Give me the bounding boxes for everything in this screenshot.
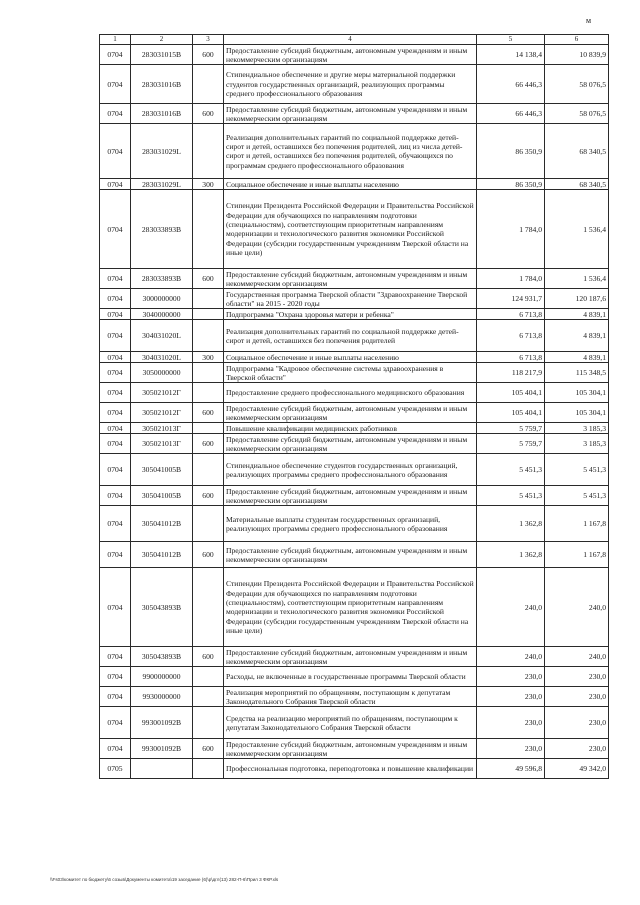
amount-cell: 4 839,1 — [545, 309, 609, 320]
target-article-cell: 304031020L — [131, 320, 193, 352]
section-code-cell: 0704 — [100, 403, 131, 423]
amount-cell: 4 839,1 — [545, 352, 609, 363]
target-article-cell: 304031020L — [131, 352, 193, 363]
target-article-cell: 9900000000 — [131, 667, 193, 687]
amount-cell: 240,0 — [477, 647, 545, 667]
amount-cell: 1 362,8 — [477, 506, 545, 542]
amount-cell: 5 759,7 — [477, 423, 545, 434]
amount-cell: 58 076,5 — [545, 104, 609, 124]
section-code-cell: 0704 — [100, 454, 131, 486]
target-article-cell: 283033893В — [131, 269, 193, 289]
amount-cell: 230,0 — [545, 707, 609, 739]
section-code-cell: 0704 — [100, 687, 131, 707]
section-code-cell: 0704 — [100, 486, 131, 506]
amount-cell: 6 713,8 — [477, 309, 545, 320]
description-cell: Реализация дополнительных гарантий по социальной поддержке детей-сирот и детей, оставшихся без попечения родителей — [224, 320, 477, 352]
section-code-cell: 0704 — [100, 423, 131, 434]
amount-cell: 10 839,9 — [545, 45, 609, 65]
section-code-cell: 0704 — [100, 506, 131, 542]
section-code-cell: 0704 — [100, 269, 131, 289]
amount-cell: 124 931,7 — [477, 289, 545, 309]
section-code-cell: 0704 — [100, 320, 131, 352]
expense-type-cell — [193, 687, 224, 707]
target-article-cell: 9930000000 — [131, 687, 193, 707]
amount-cell: 240,0 — [477, 568, 545, 647]
expense-type-cell — [193, 309, 224, 320]
amount-cell: 6 713,8 — [477, 352, 545, 363]
description-cell: Предоставление среднего профессионального медицинского образования — [224, 383, 477, 403]
amount-cell: 3 185,3 — [545, 423, 609, 434]
amount-cell: 240,0 — [545, 647, 609, 667]
expense-type-cell — [193, 363, 224, 383]
table-row — [100, 45, 609, 65]
amount-cell: 1 362,8 — [477, 542, 545, 568]
expense-type-cell: 600 — [193, 486, 224, 506]
expense-type-cell — [193, 190, 224, 269]
amount-cell: 105 404,1 — [477, 383, 545, 403]
description-cell: Профессиональная подготовка, переподготовка и повышение квалификации — [224, 759, 477, 779]
amount-cell: 5 451,3 — [545, 454, 609, 486]
table-row — [100, 506, 609, 542]
amount-cell: 1 784,0 — [477, 190, 545, 269]
description-cell: Социальное обеспечение и иные выплаты населению — [224, 352, 477, 363]
amount-cell: 230,0 — [477, 667, 545, 687]
expense-type-cell — [193, 759, 224, 779]
description-cell: Предоставление субсидий бюджетным, автономным учреждениям и иным некоммерческим организациям — [224, 739, 477, 759]
expense-type-cell: 600 — [193, 739, 224, 759]
description-cell: Предоставление субсидий бюджетным, автономным учреждениям и иным некоммерческим организациям — [224, 403, 477, 423]
amount-cell: 4 839,1 — [545, 320, 609, 352]
amount-cell: 1 784,0 — [477, 269, 545, 289]
amount-cell: 1 167,8 — [545, 506, 609, 542]
target-article-cell: 3040000000 — [131, 309, 193, 320]
section-code-cell: 0704 — [100, 383, 131, 403]
section-code-cell: 0704 — [100, 289, 131, 309]
expense-type-cell — [193, 667, 224, 687]
section-code-cell: 0704 — [100, 667, 131, 687]
amount-cell: 240,0 — [545, 568, 609, 647]
section-code-cell: 0704 — [100, 352, 131, 363]
section-code-cell: 0704 — [100, 434, 131, 454]
table-row — [100, 320, 609, 352]
budget-table — [99, 34, 609, 779]
section-code-cell: 0704 — [100, 104, 131, 124]
target-article-cell — [131, 759, 193, 779]
expense-type-cell: 600 — [193, 434, 224, 454]
table-row — [100, 739, 609, 759]
target-article-cell: 305043893В — [131, 647, 193, 667]
table-row — [100, 667, 609, 687]
expense-type-cell — [193, 289, 224, 309]
description-cell: Предоставление субсидий бюджетным, автономным учреждениям и иным некоммерческим организациям — [224, 486, 477, 506]
expense-type-cell — [193, 320, 224, 352]
expense-type-cell: 300 — [193, 179, 224, 190]
target-article-cell: 993001092В — [131, 707, 193, 739]
description-cell: Стипендиальное обеспечение и другие меры материальной поддержки студентов государственных организаций, реализующих программы среднего профессионального образования — [224, 65, 477, 104]
description-cell: Расходы, не включенные в государственные программы Тверской области — [224, 667, 477, 687]
amount-cell: 66 446,3 — [477, 104, 545, 124]
amount-cell: 49 596,8 — [477, 759, 545, 779]
amount-cell: 115 348,5 — [545, 363, 609, 383]
table-row — [100, 568, 609, 647]
section-code-cell: 0704 — [100, 739, 131, 759]
column-header: 6 — [545, 35, 609, 45]
amount-cell: 1 536,4 — [545, 269, 609, 289]
description-cell: Материальные выплаты студентам государственных организаций, реализующих программы среднего профессионального образования — [224, 506, 477, 542]
amount-cell: 105 404,1 — [477, 403, 545, 423]
description-cell: Предоставление субсидий бюджетным, автономным учреждениям и иным некоммерческим организациям — [224, 434, 477, 454]
target-article-cell: 305041005В — [131, 486, 193, 506]
table-row — [100, 65, 609, 104]
table-row — [100, 352, 609, 363]
target-article-cell: 993001092В — [131, 739, 193, 759]
target-article-cell: 305021013Г — [131, 423, 193, 434]
expense-type-cell — [193, 65, 224, 104]
table-row — [100, 423, 609, 434]
section-code-cell: 0704 — [100, 647, 131, 667]
description-cell: Государственная программа Тверской области "Здравоохранение Тверской области" на 2015 - 2020 годы — [224, 289, 477, 309]
amount-cell: 58 076,5 — [545, 65, 609, 104]
table-row — [100, 403, 609, 423]
amount-cell: 49 342,0 — [545, 759, 609, 779]
table-row — [100, 454, 609, 486]
section-code-cell: 0704 — [100, 363, 131, 383]
section-code-cell: 0704 — [100, 707, 131, 739]
target-article-cell: 305043893В — [131, 568, 193, 647]
amount-cell: 5 451,3 — [477, 454, 545, 486]
section-code-cell: 0704 — [100, 124, 131, 179]
amount-cell: 230,0 — [545, 739, 609, 759]
target-article-cell: 283033893В — [131, 190, 193, 269]
amount-cell: 118 217,9 — [477, 363, 545, 383]
table-row — [100, 124, 609, 179]
amount-cell: 14 138,4 — [477, 45, 545, 65]
amount-cell: 86 350,9 — [477, 124, 545, 179]
description-cell: Социальное обеспечение и иные выплаты населению — [224, 179, 477, 190]
amount-cell: 6 713,8 — [477, 320, 545, 352]
amount-cell: 230,0 — [477, 707, 545, 739]
amount-cell: 5 451,3 — [545, 486, 609, 506]
amount-cell: 105 304,1 — [545, 403, 609, 423]
description-cell: Стипендии Президента Российской Федерации и Правительства Российской Федерации для обучающихся по направлениям подготовки (специальностям), соответствующим приоритетным направлениям модернизации и технологического развития экономики Российской Федерации (субсидии государственным учреждениям Тверской области на иные цели) — [224, 190, 477, 269]
table-row — [100, 542, 609, 568]
amount-cell: 230,0 — [545, 687, 609, 707]
table-row — [100, 707, 609, 739]
table-row — [100, 687, 609, 707]
table-row — [100, 179, 609, 190]
amount-cell: 230,0 — [477, 739, 545, 759]
column-header: 2 — [131, 35, 193, 45]
expense-type-cell: 600 — [193, 45, 224, 65]
section-code-cell: 0704 — [100, 190, 131, 269]
amount-cell: 105 304,1 — [545, 383, 609, 403]
target-article-cell: 283031016В — [131, 65, 193, 104]
description-cell: Повышение квалификации медицинских работников — [224, 423, 477, 434]
expense-type-cell: 300 — [193, 352, 224, 363]
expense-type-cell: 600 — [193, 104, 224, 124]
target-article-cell: 283031015В — [131, 45, 193, 65]
target-article-cell: 283031029L — [131, 179, 193, 190]
expense-type-cell: 600 — [193, 269, 224, 289]
description-cell: Стипендиальное обеспечение студентов государственных организаций, реализующих программы среднего профессионального образования — [224, 454, 477, 486]
section-code-cell: 0704 — [100, 45, 131, 65]
description-cell: Средства на реализацию мероприятий по обращениям, поступающим к депутатам Законодательного Собрания Тверской области — [224, 707, 477, 739]
expense-type-cell: 600 — [193, 403, 224, 423]
amount-cell: 1 167,8 — [545, 542, 609, 568]
description-cell: Реализация дополнительных гарантий по социальной поддержке детей-сирот и детей, оставшихся без попечения родителей, лиц из числа детей-сирот и детей, оставшихся без попечения родителей, обучающихся по программам среднего профессионального образования — [224, 124, 477, 179]
description-cell: Реализация мероприятий по обращениям, поступающим к депутатам Законодательного Собрания Тверской области — [224, 687, 477, 707]
section-code-cell: 0704 — [100, 568, 131, 647]
column-header: 1 — [100, 35, 131, 45]
table-row — [100, 759, 609, 779]
description-cell: Подпрограмма "Кадровое обеспечение системы здравоохранения в Тверской области" — [224, 363, 477, 383]
table-row — [100, 647, 609, 667]
target-article-cell: 283031029L — [131, 124, 193, 179]
expense-type-cell — [193, 506, 224, 542]
expense-type-cell: 600 — [193, 542, 224, 568]
table-row — [100, 486, 609, 506]
target-article-cell: 283031016В — [131, 104, 193, 124]
amount-cell: 3 185,3 — [545, 434, 609, 454]
file-path-footer: \\Fs03\комитет по бюджету\6 созыв\Документы комитета\19 заседание (6)\р\дгл(13) 282-П-6\Прил 3 ФКР.xls — [50, 877, 279, 882]
amount-cell: 230,0 — [477, 687, 545, 707]
description-cell: Предоставление субсидий бюджетным, автономным учреждениям и иным некоммерческим организациям — [224, 647, 477, 667]
amount-cell: 120 187,6 — [545, 289, 609, 309]
amount-cell: 1 536,4 — [545, 190, 609, 269]
table-row — [100, 309, 609, 320]
target-article-cell: 305021012Г — [131, 383, 193, 403]
expense-type-cell — [193, 383, 224, 403]
amount-cell: 68 340,5 — [545, 124, 609, 179]
table-row — [100, 383, 609, 403]
expense-type-cell — [193, 707, 224, 739]
column-header: 4 — [224, 35, 477, 45]
expense-type-cell — [193, 568, 224, 647]
table-row — [100, 434, 609, 454]
table-row — [100, 104, 609, 124]
description-cell: Предоставление субсидий бюджетным, автономным учреждениям и иным некоммерческим организациям — [224, 104, 477, 124]
amount-cell: 230,0 — [545, 667, 609, 687]
section-code-cell: 0704 — [100, 179, 131, 190]
description-cell: Предоставление субсидий бюджетным, автономным учреждениям и иным некоммерческим организациям — [224, 542, 477, 568]
page-number: м — [586, 16, 592, 25]
description-cell: Подпрограмма "Охрана здоровья матери и ребенка" — [224, 309, 477, 320]
expense-type-cell: 600 — [193, 647, 224, 667]
section-code-cell: 0705 — [100, 759, 131, 779]
table-row — [100, 269, 609, 289]
target-article-cell: 305041005В — [131, 454, 193, 486]
target-article-cell: 305021012Г — [131, 403, 193, 423]
table-row — [100, 190, 609, 269]
amount-cell: 5 451,3 — [477, 486, 545, 506]
section-code-cell: 0704 — [100, 65, 131, 104]
amount-cell: 86 350,9 — [477, 179, 545, 190]
amount-cell: 68 340,5 — [545, 179, 609, 190]
table-row — [100, 289, 609, 309]
table-row — [100, 363, 609, 383]
amount-cell: 5 759,7 — [477, 434, 545, 454]
expense-type-cell — [193, 124, 224, 179]
description-cell: Предоставление субсидий бюджетным, автономным учреждениям и иным некоммерческим организациям — [224, 269, 477, 289]
column-header: 3 — [193, 35, 224, 45]
target-article-cell: 305041012В — [131, 506, 193, 542]
target-article-cell: 3000000000 — [131, 289, 193, 309]
section-code-cell: 0704 — [100, 542, 131, 568]
target-article-cell: 305041012В — [131, 542, 193, 568]
target-article-cell: 305021013Г — [131, 434, 193, 454]
target-article-cell: 3050000000 — [131, 363, 193, 383]
description-cell: Стипендии Президента Российской Федерации и Правительства Российской Федерации для обучающихся по направлениям подготовки (специальностям), соответствующим приоритетным направлениям модернизации и технологического развития экономики Российской Федерации (субсидии государственным учреждениям Тверской области на иные цели) — [224, 568, 477, 647]
description-cell: Предоставление субсидий бюджетным, автономным учреждениям и иным некоммерческим организациям — [224, 45, 477, 65]
expense-type-cell — [193, 423, 224, 434]
expense-type-cell — [193, 454, 224, 486]
section-code-cell: 0704 — [100, 309, 131, 320]
header-row — [100, 35, 609, 45]
amount-cell: 66 446,3 — [477, 65, 545, 104]
column-header: 5 — [477, 35, 545, 45]
